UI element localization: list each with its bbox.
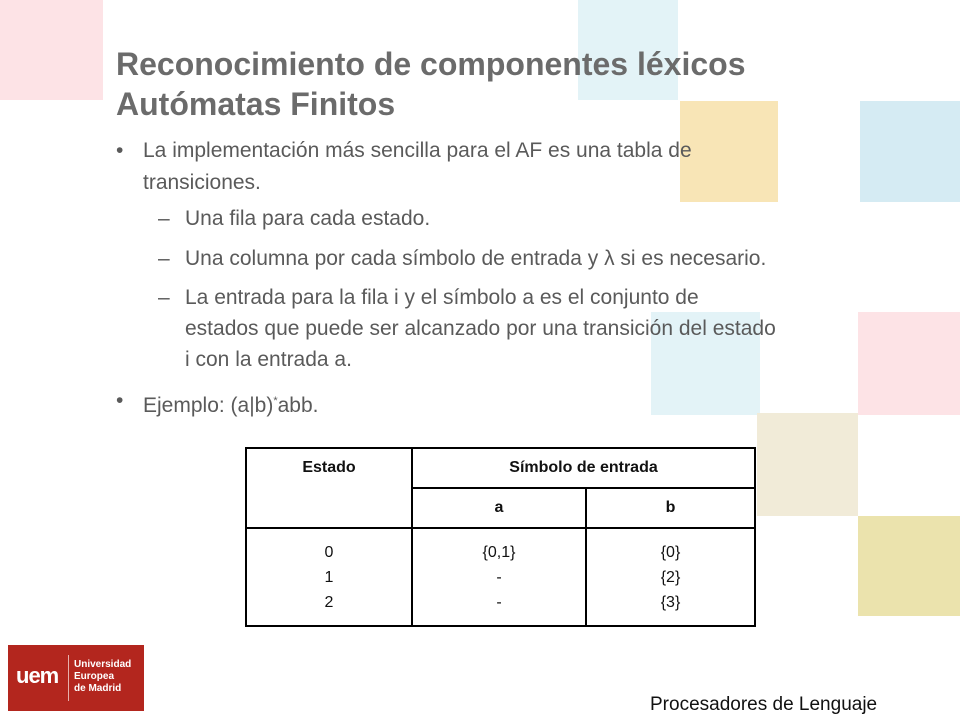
sub-bullet-1: Una fila para cada estado. — [185, 207, 431, 230]
header-col-a: a — [412, 488, 586, 528]
estado-cell — [246, 528, 412, 626]
a-value: - — [496, 568, 502, 586]
decor-square-beige — [757, 413, 858, 516]
decor-square-pink-top-left — [0, 0, 103, 100]
transition-table — [245, 447, 756, 627]
sub-bullet-3-cont-2: i con la entrada a. — [185, 348, 352, 371]
b-cell — [586, 528, 755, 626]
a-value: - — [496, 593, 502, 611]
logo-line-3: de Madrid — [74, 683, 122, 694]
header-col-b: b — [586, 488, 755, 528]
logo-line-1: Universidad — [74, 659, 132, 670]
footer-course-name: Procesadores de Lenguaje — [650, 694, 878, 715]
bullet-marker: • — [116, 389, 124, 412]
b-value: {2} — [660, 568, 681, 586]
decor-square-olive — [858, 516, 960, 616]
b-value: {3} — [660, 593, 681, 611]
example-line — [143, 387, 319, 420]
header-estado: Estado — [246, 448, 412, 528]
sub-bullet-2: Una columna por cada símbolo de entrada y λ si es necesario. — [185, 247, 767, 270]
dash-marker: – — [158, 286, 170, 309]
header-simbolo: Símbolo de entrada — [412, 448, 755, 488]
title-line-2: Autómatas Finitos — [116, 86, 396, 122]
estado-value: 0 — [324, 543, 334, 561]
example-prefix: Ejemplo: (a|b) — [143, 394, 274, 417]
dash-marker: – — [158, 207, 170, 230]
bullet-text-1: La implementación más sencilla para el AF es una tabla de — [143, 139, 692, 162]
example-suffix: abb. — [277, 394, 319, 417]
bullet-text-1-cont: transiciones. — [143, 171, 261, 194]
logo-separator — [68, 655, 69, 701]
estado-value: 1 — [324, 568, 334, 586]
example-superscript: * — [273, 395, 278, 407]
b-value: {0} — [660, 543, 681, 561]
logo-text — [74, 659, 131, 695]
sub-bullet-3-cont-1: estados que puede ser alcanzado por una transición del estado — [185, 317, 776, 340]
sub-bullet-3: La entrada para la fila i y el símbolo a es el conjunto de — [185, 286, 699, 309]
decor-square-pink-right — [858, 312, 960, 415]
logo-line-2: Europea — [74, 671, 115, 682]
a-value: {0,1} — [482, 543, 516, 561]
a-cell — [412, 528, 586, 626]
slide-title — [116, 44, 916, 124]
title-line-1: Reconocimiento de componentes léxicos — [116, 46, 746, 82]
bullet-marker: • — [116, 139, 124, 162]
estado-value: 2 — [324, 593, 334, 611]
dash-marker: – — [158, 247, 170, 270]
logo-mark: uem — [16, 663, 59, 688]
university-logo — [8, 645, 144, 711]
